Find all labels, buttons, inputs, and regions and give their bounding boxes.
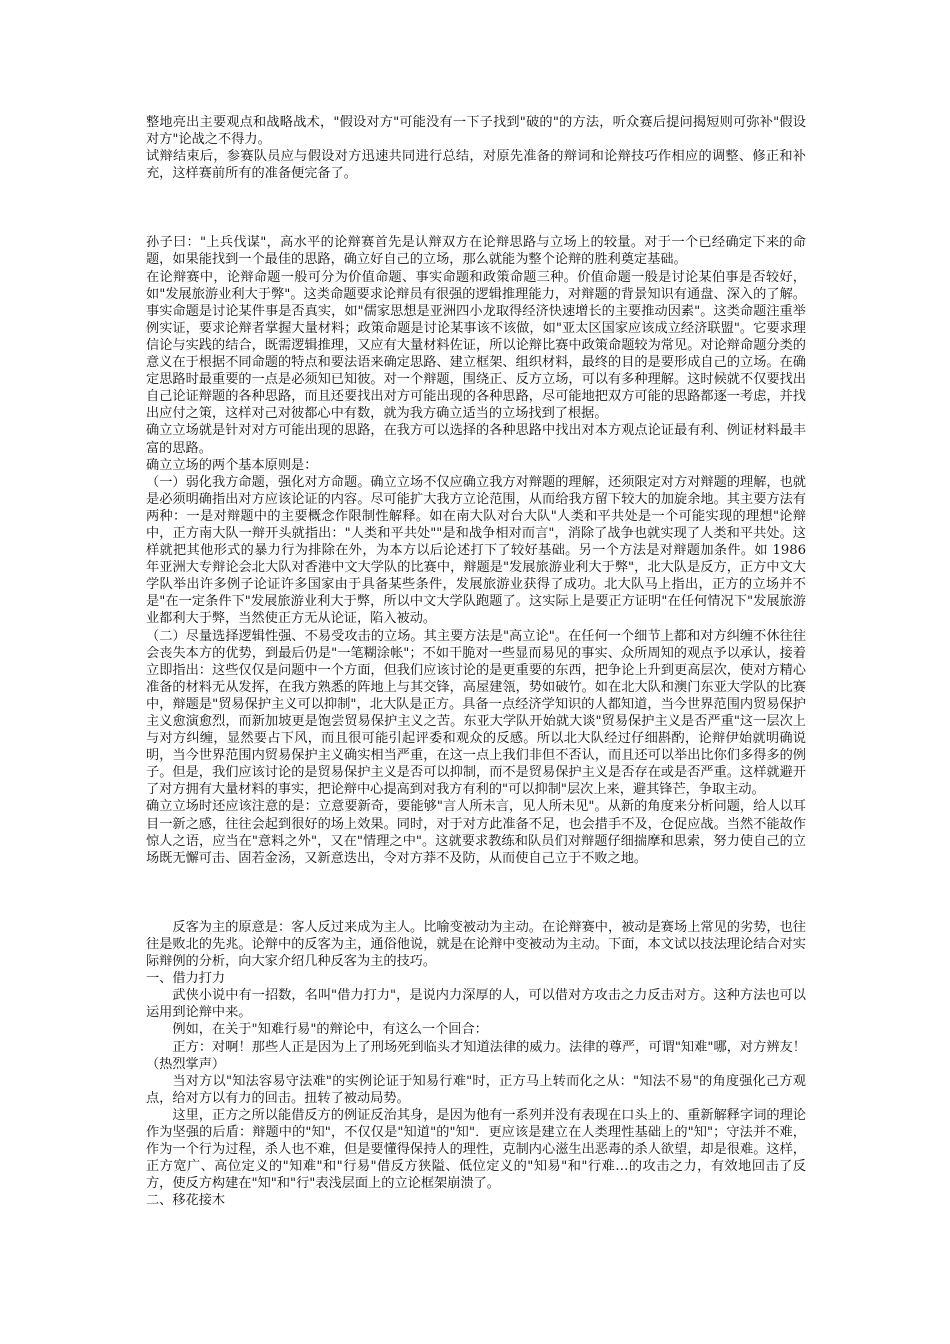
section-position [146,234,806,866]
paragraph: 试辩结束后，参赛队员应与假设对方迅速共同进行总结，对原先准备的辩词和论辩技巧作相应的调整、修正和补充，这样赛前所有的准备便完备了。 [146,149,806,182]
paragraph: 孙子曰："上兵伐谋"，高水平的论辩赛首先是认辩双方在论辩思路与立场上的较量。对于一个已经确定下来的命题，如果能找到一个最佳的思路，确立好自己的立场，那么就能为整个论辩的胜利奠定基础。 [146,235,806,268]
paragraph: 确立立场时还应该注意的是：立意要新奇，要能够"言人所未言，见人所未见"。从新的角度来分析问题，给人以耳目一新之感，往往会起到很好的场上效果。同时，对于对方此准备不足，也会措手不及，仓促应战。当然不能故作惊人之语，应当在"意料之外"，又在"情理之中"。这就要求教练和队员们对辩题仔细揣摩和思索，努力使自己的立场既无懈可击、固若金汤，又新意迭出，令对方莽不及防，从而使自己立于不败之地。 [146,799,806,866]
paragraph: 武侠小说中有一招数，名叫"借力打力"，是说内力深厚的人，可以借对方攻击之力反击对方。这种方法也可以运用到论辩中来。 [146,988,806,1021]
paragraph: （一）弱化我方命题，强化对方命题。确立立场不仅应确立我方对辩题的理解，还须限定对方对辩题的理解，也就是必须明确指出对方应该论证的内容。尽可能扩大我方立论范围，从而给我方留下较大的加旋余地。其主要方法有两种：一是对辩题中的主要概念作限制性解释。如在南大队对台大队"人类和平共处是一个可能实现的理想"论辩中，正方南大队一辩开头就指出："人类和平共处""是和战争相对而言"，消除了战争也就实现了人类和平共处。这样就把其他形式的暴力行为排除在外，为本方以后论述打下了较好基础。另一个方法是对辩题加条件。如 1986 年亚洲大专辩论会北大队对香港中文大学队的比赛中，辩题是"发展旅游业利大于弊"，北大队是反方，正方中文大学队举出许多例子论证许多国家由于具备某些条件，发展旅游业获得了成功。北大队马上指出，正方的立场并不是"在一定条件下"发展旅游业利大于弊，所以中文大学队跑题了。这实际上是要正方证明"在任何情况下"发展旅游业都利大于弊，当然使正方无从论证，陷入被动。 [146,474,806,627]
paragraph: 在论辩赛中，论辩命题一般可分为价值命题、事实命题和政策命题三种。价值命题一般是讨论某伯事是否较好，如"发展旅游业利大于弊"。这类命题要求论辩员有很强的逻辑推理能力，对辩题的背景知识有通盘、深入的了解。事实命题是讨论某件事是否真实，如"儒家思想是亚洲四小龙取得经济快速增长的主要推动因素"。这类命题注重举例实证，要求论辩者掌握大量材料；政策命题是讨论某事该不该做，如"亚太区国家应该成立经济联盟"。它要求理信论与实践的结合，既需逻辑推理，又应有大量材料佐证，所以论辩比赛中政策命题较为常见。对论辩命题分类的意义在于根据不同命题的特点和要法语来确定思路、建立框架、组织材料，最终的目的是要形成自己的立场。在确定思路时最重要的一点是必须知已知彼。对一个辩题，围绕正、反方立场，可以有多种理解。这时候就不仅要找出自己论证辩题的各种思路，而且还要找出对方可能出现的各种思路，尽可能地把双方可能的思路都逐一考虑，并找出应付之策，这样对己对彼都心中有数，就为我方确立适当的立场找到了根据。 [146,269,806,422]
heading-borrow-force: 一、借力打力 [146,971,226,987]
paragraph: 正方：对啊！那些人正是因为上了刑场死到临头才知道法律的威力。法律的尊严，可谓"知难"哪，对方辨友！（热烈掌声） [146,1039,806,1072]
paragraph: （二）尽量选择逻辑性强、不易受攻击的立场。其主要方法是"高立论"。在任何一个细节上都和对方纠缠不休往往会丧失本方的优势，到最后仍是"一笔糊涂帐"；不如干脆对一些显而易见的事实、众所周知的观点予以承认，接着立即指出：这些仅仅是问题中一个方面，但我们应该讨论的是更重要的东西，把争论上升到更高层次，使对方精心准备的材料无从发挥，在我方熟悉的阵地上与其交锋，高屋建瓴，势如破竹。如在北大队和澳门东亚大学队的比赛中，辩题是"贸易保护主义可以抑制"，北大队是正方。具备一点经济学知识的人都知道，当今世界范围内贸易保护主义愈演愈烈，而新加坡更是饱尝贸易保护主义之苦。东亚大学队开始就大谈"贸易保护主义是否严重"这一层次上与对方纠缠，显然要占下风，而且很可能引起评委和观众的反感。所以北大队经过仔细斟酌，论辩伊始就明确说明，当今世界范围内贸易保护主义确实相当严重，在这一点上我们非但不否认，而且还可以举出比你们多得多的例子。但是，我们应该讨论的是贸易保护主义是否可以抑制，而不是贸易保护主义是否存在或是否严重。这样就避开了对方拥有大量材料的事实，把论辩中心提高到对我方有利的"可以抑制"层次上来，避其锋芒，争取主动。 [146,628,806,798]
document-page [146,114,806,1209]
section-reversal [146,919,806,1210]
paragraph: 这里，正方之所以能借反方的例证反治其身，是因为他有一系列并没有表现在口头上的、重新解释字词的理论作为坚强的后盾：辩题中的"知"，不仅仅是"知道"的"知"．更应该是建立在人类理性基础上的"知"；守法并不难，作为一个行为过程，杀人也不难，但是要懂得保持人的理性，克制内心滋生出恶毒的杀人欲望，却是很难。这样，正方宽广、高位定义的"知难"和"行易"借反方狭隘、低位定义的"知易"和"行难…的攻击之力，有效地回击了反方，使反方构建在"知"和"行"表浅层面上的立论框架崩溃了。 [146,1107,806,1192]
paragraph: 反客为主的原意是：客人反过来成为主人。比喻变被动为主动。在论辩赛中，被动是赛场上常见的劣势，也往往是败北的先兆。论辩中的反客为主，通俗他说，就是在论辩中变被动为主动。下面，本文试以技法理论结合对实际辩例的分析，向大家介绍几种反客为主的技巧。 [146,919,806,970]
paragraph: 确立立场就是针对对方可能出现的思路，在我方可以选择的各种思路中找出对本方观点论证最有利、例证材料最丰富的思路。 [146,423,806,456]
heading-graft: 二、移花接木 [146,1193,226,1209]
paragraph: 确立立场的两个基本原则是： [146,457,318,473]
paragraph: 当对方以"知法容易守法难"的实例论证于知易行难"时，正方马上转而化之从："知法不易"的角度强化己方观点，给对方以有力的回击。扭转了被动局势。 [146,1073,806,1106]
paragraph: 整地亮出主要观点和战略战术，"假设对方"可能没有一下子找到"破的"的方法，听众赛后提问揭短则可弥补"假设对方"论战之不得力。 [146,115,806,148]
section-preparation [146,114,806,182]
paragraph: 例如，在关于"知难行易"的辩论中，有这么一个回合： [172,1022,488,1038]
